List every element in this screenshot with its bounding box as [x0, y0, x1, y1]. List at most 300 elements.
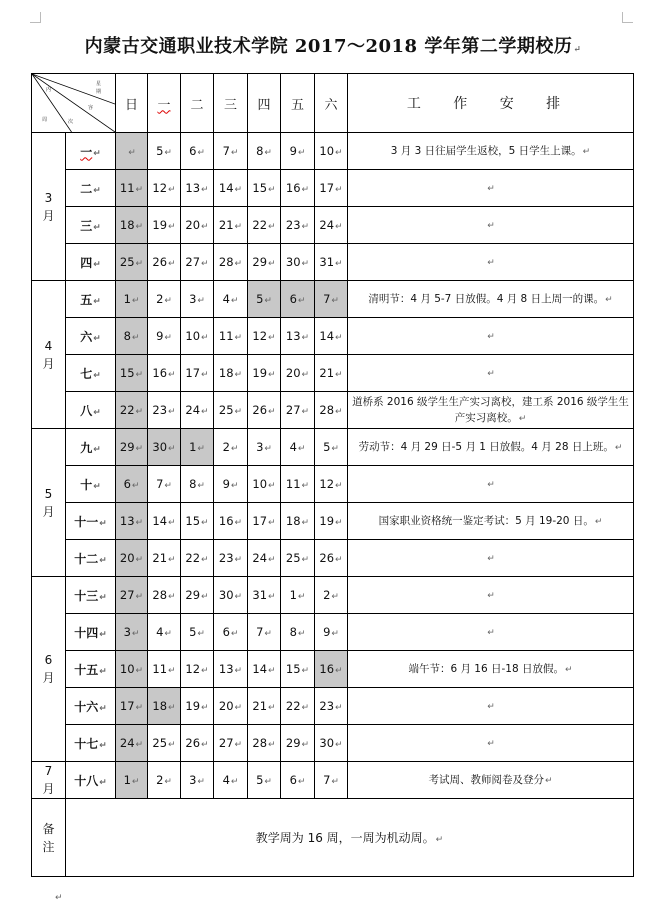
paragraph-mark-icon: ↵	[164, 296, 172, 306]
day-cell: 6↵	[214, 614, 248, 651]
paragraph-mark-icon: ↵	[135, 407, 144, 417]
paragraph-mark-icon: ↵	[268, 222, 276, 232]
paragraph-mark-icon: ↵	[99, 555, 107, 566]
paragraph-mark-icon: ↵	[131, 777, 140, 787]
week-number: 十一↵	[66, 503, 116, 540]
day-cell: 26↵	[148, 244, 181, 281]
paragraph-mark-icon: ↵	[234, 222, 243, 232]
day-cell: 29↵	[281, 725, 315, 762]
day-cell: 28↵	[315, 392, 348, 429]
paragraph-mark-icon: ↵	[168, 518, 176, 528]
corner-label-week-2: 次	[68, 119, 74, 125]
day-cell: 1↵	[116, 762, 148, 799]
day-cell: 21↵	[214, 207, 248, 244]
day-cell: 29↵	[181, 577, 214, 614]
crop-mark-top-left	[30, 12, 41, 23]
paragraph-mark-icon: ↵	[264, 629, 272, 639]
day-cell: 6↵	[181, 133, 214, 170]
day-cell: 7↵	[315, 762, 348, 799]
paragraph-mark-icon: ↵	[487, 331, 495, 342]
paragraph-mark-icon: ↵	[230, 296, 239, 306]
paragraph-mark-icon: ↵	[301, 333, 310, 343]
paragraph-mark-icon: ↵	[197, 296, 205, 306]
day-cell: 17↵	[181, 355, 214, 392]
day-cell: 25↵	[148, 725, 181, 762]
day-cell: 26↵	[248, 392, 281, 429]
week-row	[32, 318, 634, 355]
paragraph-mark-icon: ↵	[335, 259, 343, 269]
paragraph-mark-icon: ↵	[297, 629, 306, 639]
day-cell: 4↵	[214, 762, 248, 799]
paragraph-mark-icon: ↵	[234, 185, 243, 195]
week-number: 六↵	[66, 318, 116, 355]
paragraph-mark-icon: ↵	[297, 444, 306, 454]
paragraph-mark-icon: ↵	[268, 555, 276, 565]
paragraph-mark-icon: ↵	[230, 481, 239, 491]
day-cell: 25↵	[214, 392, 248, 429]
paragraph-mark-icon: ↵	[268, 370, 276, 380]
week-row	[32, 503, 634, 540]
paragraph-mark-icon: ↵	[135, 185, 144, 195]
paragraph-mark-icon: ↵	[131, 296, 140, 306]
day-cell: 14↵	[214, 170, 248, 207]
week-number: 十六↵	[66, 688, 116, 725]
day-cell: 4↵	[214, 281, 248, 318]
paragraph-mark-icon: ↵	[201, 407, 209, 417]
work-note: 3 月 3 日往届学生返校，5 日学生上课。↵	[348, 133, 634, 170]
day-cell: 5↵	[248, 281, 281, 318]
day-cell: 11↵	[214, 318, 248, 355]
paragraph-mark-icon: ↵	[301, 666, 310, 676]
work-note	[348, 207, 634, 244]
day-cell: 5↵	[181, 614, 214, 651]
paragraph-mark-icon: ↵	[301, 703, 310, 713]
day-cell: 23↵	[214, 540, 248, 577]
paragraph-mark-icon: ↵	[264, 148, 272, 158]
day-cell: 24↵	[116, 725, 148, 762]
paragraph-mark-icon: ↵	[487, 220, 495, 231]
paragraph-mark-icon: ↵	[331, 444, 339, 454]
paragraph-mark-icon: ↵	[93, 370, 101, 381]
day-cell: 28↵	[214, 244, 248, 281]
day-cell: 7↵	[214, 133, 248, 170]
day-cell: 22↵	[181, 540, 214, 577]
paragraph-mark-icon: ↵	[331, 629, 339, 639]
day-cell: 21↵	[248, 688, 281, 725]
day-cell: 2↵	[315, 577, 348, 614]
day-cell: 11↵	[148, 651, 181, 688]
day-cell: 4↵	[148, 614, 181, 651]
day-cell: 25↵	[281, 540, 315, 577]
day-cell: 3↵	[248, 429, 281, 466]
day-cell: 16↵	[148, 355, 181, 392]
paragraph-mark-icon: ↵	[168, 592, 176, 602]
paragraph-mark-icon: ↵	[201, 740, 209, 750]
day-cell: 19↵	[148, 207, 181, 244]
day-cell: 1↵	[181, 429, 214, 466]
day-cell: 8↵	[181, 466, 214, 503]
week-row	[32, 170, 634, 207]
paragraph-mark-icon: ↵	[128, 148, 136, 158]
paragraph-mark-icon: ↵	[197, 444, 205, 454]
paragraph-mark-icon: ↵	[234, 740, 243, 750]
paragraph-mark-icon: ↵	[164, 777, 172, 787]
day-header-fri: 五	[281, 74, 315, 133]
paragraph-mark-icon: ↵	[201, 185, 209, 195]
paragraph-mark-icon: ↵	[168, 222, 176, 232]
paragraph-mark-icon: ↵	[268, 407, 276, 417]
corner-label-content-2: 容	[88, 105, 94, 111]
paragraph-mark-icon: ↵	[93, 296, 101, 307]
week-number: 十三↵	[66, 577, 116, 614]
work-note	[348, 244, 634, 281]
paragraph-mark-icon: ↵	[168, 555, 176, 565]
paragraph-mark-icon: ↵	[487, 738, 495, 749]
day-cell: 19↵	[181, 688, 214, 725]
day-cell: 9↵	[214, 466, 248, 503]
work-note	[348, 355, 634, 392]
day-cell: 15↵	[116, 355, 148, 392]
day-cell: 20↵	[214, 688, 248, 725]
paragraph-mark-icon: ↵	[131, 629, 140, 639]
day-cell: 1↵	[281, 577, 315, 614]
paragraph-mark-icon: ↵	[168, 259, 176, 269]
paragraph-mark-icon: ↵	[297, 592, 306, 602]
paragraph-mark-icon: ↵	[93, 148, 101, 159]
month-label	[32, 762, 66, 799]
week-number: 七↵	[66, 355, 116, 392]
paragraph-mark-icon: ↵	[197, 777, 205, 787]
day-cell: 12↵	[248, 318, 281, 355]
paragraph-mark-icon: ↵	[93, 259, 101, 270]
month-label-text: 6 月	[42, 653, 55, 685]
day-cell: 15↵	[248, 170, 281, 207]
paragraph-mark-icon: ↵	[301, 740, 310, 750]
work-note	[348, 725, 634, 762]
paragraph-mark-icon: ↵	[297, 296, 306, 306]
paragraph-mark-icon: ↵	[264, 444, 272, 454]
paragraph-mark-icon: ↵	[487, 701, 495, 712]
page-title	[0, 32, 666, 58]
week-row	[32, 725, 634, 762]
paragraph-mark-icon: ↵	[234, 333, 243, 343]
day-cell: 24↵	[248, 540, 281, 577]
day-cell: 28↵	[248, 725, 281, 762]
day-cell: 20↵	[116, 540, 148, 577]
paragraph-mark-icon: ↵	[268, 518, 276, 528]
paragraph-mark-icon: ↵	[234, 370, 243, 380]
work-note	[348, 540, 634, 577]
day-cell: 1↵	[116, 281, 148, 318]
paragraph-mark-icon: ↵	[335, 333, 343, 343]
day-cell: 20↵	[281, 355, 315, 392]
paragraph-mark-icon: ↵	[131, 333, 140, 343]
day-cell: 12↵	[315, 466, 348, 503]
paragraph-mark-icon: ↵	[168, 703, 176, 713]
work-schedule-header: 工 作 安 排	[348, 74, 634, 133]
paragraph-mark-icon: ↵	[99, 592, 107, 603]
corner-label-week-1: 周	[42, 117, 48, 123]
paragraph-mark-icon: ↵	[55, 893, 63, 903]
day-cell: 13↵	[181, 170, 214, 207]
paragraph-mark-icon: ↵	[201, 333, 209, 343]
paragraph-mark-icon: ↵	[197, 148, 205, 158]
paragraph-mark-icon: ↵	[99, 777, 107, 788]
page-title-text: 内蒙古交通职业技术学院 2017～2018 学年第二学期校历	[84, 36, 573, 57]
day-cell: 12↵	[181, 651, 214, 688]
work-note: 清明节：4 月 5-7 日放假。4 月 8 日上周一的课。↵	[348, 281, 634, 318]
header-row	[32, 74, 634, 133]
paragraph-mark-icon: ↵	[234, 592, 243, 602]
paragraph-mark-icon: ↵	[301, 518, 310, 528]
paragraph-mark-icon: ↵	[234, 555, 243, 565]
week-row	[32, 281, 634, 318]
day-cell: 28↵	[148, 577, 181, 614]
paragraph-mark-icon: ↵	[99, 703, 107, 714]
week-number: 十八↵	[66, 762, 116, 799]
day-cell: 17↵	[315, 170, 348, 207]
work-note: 考试周、教师阅卷及登分↵	[348, 762, 634, 799]
day-cell: 26↵	[181, 725, 214, 762]
month-label	[32, 577, 66, 762]
day-cell: 8↵	[248, 133, 281, 170]
paragraph-mark-icon: ↵	[335, 407, 343, 417]
paragraph-mark-icon: ↵	[565, 664, 573, 675]
day-cell: 19↵	[248, 355, 281, 392]
day-cell: 11↵	[281, 466, 315, 503]
paragraph-mark-icon: ↵	[99, 740, 107, 751]
paragraph-mark-icon: ↵	[168, 444, 176, 454]
day-cell: 24↵	[315, 207, 348, 244]
day-cell: 5↵	[315, 429, 348, 466]
day-cell: 19↵	[315, 503, 348, 540]
paragraph-mark-icon: ↵	[234, 666, 243, 676]
month-label	[32, 133, 66, 281]
day-cell: 23↵	[315, 688, 348, 725]
paragraph-mark-icon: ↵	[99, 666, 107, 677]
day-cell: 13↵	[214, 651, 248, 688]
day-cell: 29↵	[248, 244, 281, 281]
paragraph-mark-icon: ↵	[201, 222, 209, 232]
day-cell: 27↵	[214, 725, 248, 762]
week-row	[32, 429, 634, 466]
paragraph-mark-icon: ↵	[518, 413, 527, 424]
day-cell: 16↵	[315, 651, 348, 688]
paragraph-mark-icon: ↵	[93, 407, 101, 418]
week-number: 十二↵	[66, 540, 116, 577]
day-cell: 7↵	[248, 614, 281, 651]
day-cell: 10↵	[315, 133, 348, 170]
week-number: 二↵	[66, 170, 116, 207]
day-cell	[116, 133, 148, 170]
paragraph-mark-icon: ↵	[93, 481, 101, 492]
paragraph-mark-icon: ↵	[164, 333, 172, 343]
week-row	[32, 244, 634, 281]
paragraph-mark-icon: ↵	[301, 222, 310, 232]
paragraph-mark-icon: ↵	[301, 555, 310, 565]
paragraph-mark-icon: ↵	[135, 222, 144, 232]
work-note: 劳动节：4 月 29 日-5 月 1 日放假。4 月 28 日上班。↵	[348, 429, 634, 466]
day-cell: 22↵	[281, 688, 315, 725]
week-row	[32, 207, 634, 244]
paragraph-mark-icon: ↵	[335, 703, 343, 713]
paragraph-mark-icon: ↵	[301, 370, 310, 380]
paragraph-mark-icon: ↵	[164, 148, 172, 158]
week-row	[32, 133, 634, 170]
day-cell: 10↵	[181, 318, 214, 355]
day-cell: 30↵	[281, 244, 315, 281]
paragraph-mark-icon: ↵	[335, 222, 343, 232]
day-cell: 18↵	[214, 355, 248, 392]
paragraph-mark-icon: ↵	[573, 45, 582, 55]
paragraph-mark-icon: ↵	[301, 407, 310, 417]
week-row	[32, 651, 634, 688]
week-row	[32, 577, 634, 614]
day-cell: 6↵	[281, 762, 315, 799]
day-cell: 22↵	[248, 207, 281, 244]
month-label-text: 7 月	[42, 764, 55, 796]
day-cell: 18↵	[148, 688, 181, 725]
paragraph-mark-icon: ↵	[605, 294, 613, 305]
day-cell: 9↵	[281, 133, 315, 170]
month-label	[32, 429, 66, 577]
paragraph-mark-icon: ↵	[297, 148, 306, 158]
paragraph-mark-icon: ↵	[234, 407, 243, 417]
paragraph-mark-icon: ↵	[164, 481, 172, 491]
paragraph-mark-icon: ↵	[335, 555, 343, 565]
paragraph-mark-icon: ↵	[268, 185, 276, 195]
paragraph-mark-icon: ↵	[234, 703, 243, 713]
day-cell: 30↵	[148, 429, 181, 466]
day-cell: 15↵	[181, 503, 214, 540]
paragraph-mark-icon: ↵	[335, 148, 343, 158]
day-cell: 31↵	[248, 577, 281, 614]
paragraph-mark-icon: ↵	[268, 333, 276, 343]
corner-label-weekday-2: 期	[96, 89, 102, 95]
paragraph-mark-icon: ↵	[135, 259, 144, 269]
day-cell: 26↵	[315, 540, 348, 577]
week-number: 九↵	[66, 429, 116, 466]
month-label	[32, 281, 66, 429]
paragraph-mark-icon: ↵	[264, 777, 272, 787]
week-row	[32, 540, 634, 577]
paragraph-mark-icon: ↵	[93, 185, 101, 196]
crop-mark-top-right	[622, 12, 633, 23]
day-cell: 8↵	[281, 614, 315, 651]
paragraph-mark-icon: ↵	[268, 259, 276, 269]
day-header-sun: 日	[116, 74, 148, 133]
paragraph-mark-icon: ↵	[197, 481, 205, 491]
work-note	[348, 318, 634, 355]
day-cell: 23↵	[148, 392, 181, 429]
day-cell: 2↵	[214, 429, 248, 466]
week-number: 一↵	[66, 133, 116, 170]
work-note: 国家职业资格统一鉴定考试：5 月 19-20 日。↵	[348, 503, 634, 540]
paragraph-mark-icon: ↵	[331, 296, 339, 306]
paragraph-mark-icon: ↵	[135, 518, 144, 528]
calendar-table	[31, 73, 634, 877]
paragraph-mark-icon: ↵	[135, 370, 144, 380]
paragraph-mark-icon: ↵	[230, 444, 239, 454]
week-number: 十七↵	[66, 725, 116, 762]
paragraph-mark-icon: ↵	[135, 666, 144, 676]
paragraph-mark-icon: ↵	[135, 740, 144, 750]
paragraph-mark-icon: ↵	[301, 481, 310, 491]
remark-text: 教学周为 16 周，一周为机动周。↵	[66, 799, 634, 877]
week-row	[32, 614, 634, 651]
paragraph-mark-icon: ↵	[135, 592, 144, 602]
day-cell: 11↵	[116, 170, 148, 207]
paragraph-mark-icon: ↵	[301, 259, 310, 269]
day-cell: 2↵	[148, 281, 181, 318]
paragraph-mark-icon: ↵	[331, 777, 339, 787]
remark-row	[32, 799, 634, 877]
paragraph-mark-icon: ↵	[268, 666, 276, 676]
corner-label-weekday-1: 星	[96, 81, 102, 87]
paragraph-mark-icon: ↵	[268, 592, 276, 602]
paragraph-mark-icon: ↵	[487, 479, 495, 490]
day-cell: 18↵	[116, 207, 148, 244]
paragraph-mark-icon: ↵	[99, 629, 107, 640]
paragraph-mark-icon: ↵	[335, 370, 343, 380]
day-cell: 16↵	[281, 170, 315, 207]
work-note	[348, 577, 634, 614]
day-cell: 14↵	[315, 318, 348, 355]
paragraph-mark-icon: ↵	[335, 740, 343, 750]
month-label-text: 4 月	[42, 338, 55, 371]
paragraph-mark-icon: ↵	[234, 518, 243, 528]
paragraph-mark-icon: ↵	[93, 222, 101, 233]
paragraph-mark-icon: ↵	[297, 777, 306, 787]
day-header-wed: 三	[214, 74, 248, 133]
paragraph-mark-icon: ↵	[234, 259, 243, 269]
day-header-thu: 四	[248, 74, 281, 133]
paragraph-mark-icon: ↵	[335, 185, 343, 195]
day-cell: 6↵	[116, 466, 148, 503]
paragraph-mark-icon: ↵	[487, 627, 495, 638]
work-note	[348, 466, 634, 503]
week-number: 八↵	[66, 392, 116, 429]
paragraph-mark-icon: ↵	[135, 555, 144, 565]
paragraph-mark-icon: ↵	[201, 370, 209, 380]
day-cell: 18↵	[281, 503, 315, 540]
paragraph-mark-icon: ↵	[201, 259, 209, 269]
paragraph-mark-icon: ↵	[168, 740, 176, 750]
week-number: 十↵	[66, 466, 116, 503]
paragraph-mark-icon: ↵	[487, 590, 495, 601]
work-note	[348, 688, 634, 725]
day-cell: 2↵	[148, 762, 181, 799]
day-cell: 13↵	[116, 503, 148, 540]
day-cell: 20↵	[181, 207, 214, 244]
paragraph-mark-icon: ↵	[197, 629, 205, 639]
day-cell: 25↵	[116, 244, 148, 281]
paragraph-mark-icon: ↵	[301, 185, 310, 195]
month-label-text: 3 月	[42, 190, 55, 223]
paragraph-mark-icon: ↵	[264, 296, 272, 306]
day-cell: 5↵	[148, 133, 181, 170]
paragraph-mark-icon: ↵	[544, 775, 553, 786]
day-cell: 9↵	[148, 318, 181, 355]
paragraph-mark-icon: ↵	[99, 518, 107, 529]
day-cell: 10↵	[116, 651, 148, 688]
paragraph-mark-icon: ↵	[230, 629, 239, 639]
paragraph-mark-icon: ↵	[201, 703, 209, 713]
day-cell: 6↵	[281, 281, 315, 318]
paragraph-mark-icon: ↵	[614, 442, 623, 453]
week-row	[32, 466, 634, 503]
day-header-sat: 六	[315, 74, 348, 133]
